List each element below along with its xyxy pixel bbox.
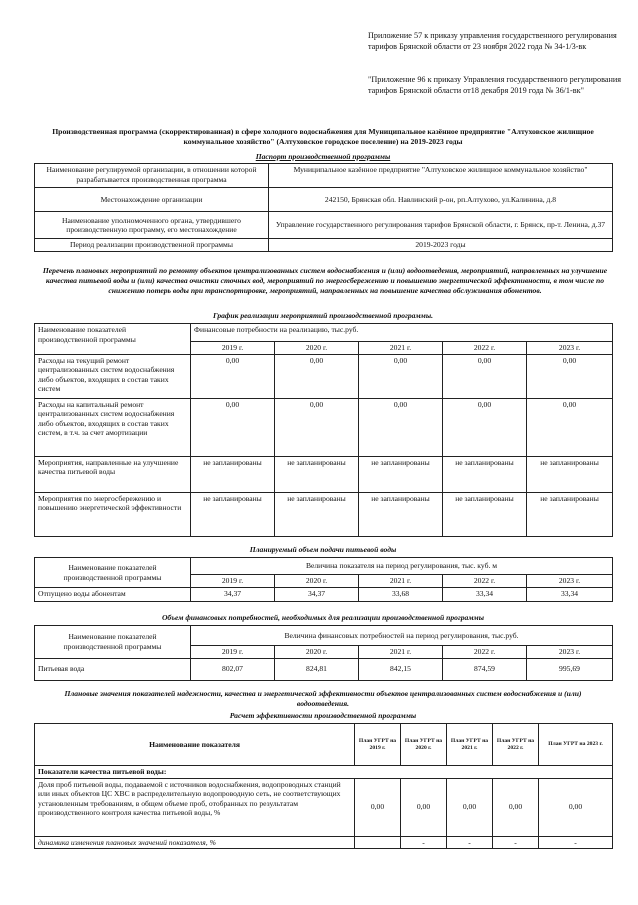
plan-header: План УГРТ на 2022 г. — [493, 724, 539, 766]
supply-table — [34, 557, 613, 602]
cell-value: 842,15 — [359, 658, 443, 680]
cell-value: не запланированы — [191, 456, 275, 492]
supply-caption: Планируемый объем подачи питьевой воды — [249, 545, 397, 554]
passport-row — [35, 164, 613, 188]
passport-row — [35, 188, 613, 212]
year-header: 2020 г. — [275, 646, 359, 659]
cell-value: 0,00 — [527, 354, 613, 398]
passport-value: Муниципальное казённое предприятие "Алтуховское жилищное коммунальное хозяйство" — [269, 164, 613, 188]
cell-value: 33,68 — [359, 588, 443, 602]
reliability-caption: Плановые значения показателей надежности, качества и энергетической эффективности объектов централизованных систем водоснабжения и (или) водоотведения. — [64, 689, 582, 708]
cell-value: не запланированы — [443, 492, 527, 536]
passport-caption: Паспорт производственной программы — [255, 152, 391, 161]
cell-value: 34,37 — [275, 588, 359, 602]
cell-value: 0,00 — [275, 354, 359, 398]
cell-value — [355, 836, 401, 849]
supply-row — [35, 588, 613, 602]
cell-value: 0,00 — [359, 398, 443, 456]
cell-value: 34,37 — [191, 588, 275, 602]
year-header: 2021 г. — [359, 575, 443, 588]
cell-value: 0,00 — [191, 354, 275, 398]
cell-value: 0,00 — [191, 398, 275, 456]
cell-value: не запланированы — [359, 456, 443, 492]
cell-value: - — [493, 836, 539, 849]
measures-row — [35, 398, 613, 456]
year-header: 2022 г. — [443, 575, 527, 588]
row-label: динамика изменения плановых значений показателя, % — [35, 836, 355, 849]
row-label: Мероприятия по энергосбережению и повышению энергетической эффективности — [35, 492, 191, 536]
cell-value: не запланированы — [527, 492, 613, 536]
cell-value: не запланированы — [191, 492, 275, 536]
measures-row — [35, 456, 613, 492]
cell-value: 33,34 — [527, 588, 613, 602]
year-header: 2022 г. — [443, 342, 527, 355]
reliability-header-name: Наименование показателя — [35, 724, 355, 766]
year-header: 2023 г. — [527, 342, 613, 355]
reliability-row — [35, 778, 613, 836]
cell-value: 0,00 — [443, 354, 527, 398]
cell-value: 0,00 — [275, 398, 359, 456]
section-heading: Показатели качества питьевой воды: — [35, 766, 613, 779]
plan-header: План УГРТ на 2020 г. — [401, 724, 447, 766]
cell-value: - — [401, 836, 447, 849]
cell-value: 0,00 — [527, 398, 613, 456]
cell-value: 824,81 — [275, 658, 359, 680]
finance-header-name: Наименование показателей производственной программы — [35, 626, 191, 659]
document-title: Производственная программа (скорректированная) в сфере холодного водоснабжения для Муниципальное казённое предприятие "Алтуховское жилищное коммунальное хозяйство" (Алтуховское городское поселение) на 2019-2023 годы — [52, 127, 594, 146]
year-header: 2020 г. — [275, 342, 359, 355]
cell-value: не запланированы — [527, 456, 613, 492]
cell-value: - — [447, 836, 493, 849]
passport-row — [35, 212, 613, 239]
passport-row — [35, 239, 613, 252]
cell-value: 0,00 — [493, 778, 539, 836]
year-header: 2023 г. — [527, 646, 613, 659]
passport-value: 242150, Брянская обл. Навлинский р-он, рп.Алтухово, ул.Калинина, д.8 — [269, 188, 613, 212]
row-label: Отпущено воды абонентам — [35, 588, 191, 602]
efficiency-caption: Расчет эффективности производственной программы — [229, 711, 417, 720]
measures-row — [35, 492, 613, 536]
cell-value: не запланированы — [443, 456, 527, 492]
appendix-note-2: "Приложение 96 к приказу Управления государственного регулирования тарифов Брянской области от18 декабря 2019 года № 36/1-вк" — [368, 75, 622, 95]
cell-value: 0,00 — [401, 778, 447, 836]
row-label: Доля проб питьевой воды, подаваемой с источников водоснабжения, водопроводных станций или иных объектов ЦС ХВС в распределительную водопроводную сеть, не соответствующих установленным требованиям, в общем объеме проб, отобранных по результатам производственного контроля качества питьевой воды, % — [35, 778, 355, 836]
passport-value: 2019-2023 годы — [269, 239, 613, 252]
cell-value: 0,00 — [539, 778, 613, 836]
row-label: Расходы на текущий ремонт централизованных систем водоснабжения либо объектов, входящих в состав таких систем — [35, 354, 191, 398]
cell-value: не запланированы — [359, 492, 443, 536]
passport-table — [34, 163, 613, 252]
finance-caption: Объем финансовых потребностей, необходимых для реализации производственной программы — [161, 613, 485, 622]
year-header: 2021 г. — [359, 646, 443, 659]
cell-value: - — [539, 836, 613, 849]
cell-value: 802,07 — [191, 658, 275, 680]
supply-header-name: Наименование показателей производственной программы — [35, 558, 191, 588]
cell-value: 0,00 — [359, 354, 443, 398]
appendix-note-1: Приложение 57 к приказу управления государственного регулирования тарифов Брянской области от 23 ноября 2022 года № 34-1/3-вк — [368, 31, 617, 51]
measures-table — [34, 323, 613, 537]
plan-header: План УГРТ на 2019 г. — [355, 724, 401, 766]
cell-value: 0,00 — [443, 398, 527, 456]
finance-table — [34, 625, 613, 681]
passport-label: Период реализации производственной программы — [35, 239, 269, 252]
finance-row — [35, 658, 613, 680]
year-header: 2021 г. — [359, 342, 443, 355]
year-header: 2019 г. — [191, 575, 275, 588]
cell-value: не запланированы — [275, 492, 359, 536]
row-label: Мероприятия, направленные на улучшение качества питьевой воды — [35, 456, 191, 492]
row-label: Расходы на капитальный ремонт централизованных систем водоснабжения либо объектов, входящих в состав таких систем, в т.ч. за счет амортизации — [35, 398, 191, 456]
passport-label: Наименование регулируемой организации, в отношении которой разрабатывается производственная программа — [35, 164, 269, 188]
passport-label: Наименование уполномоченного органа, утвердившего производственную программу, его местонахождение — [35, 212, 269, 239]
cell-value: 0,00 — [355, 778, 401, 836]
cell-value: 33,34 — [443, 588, 527, 602]
passport-value: Управление государственного регулирования тарифов Брянской области, г. Брянск, пр-т. Ленина, д.37 — [269, 212, 613, 239]
measures-row — [35, 354, 613, 398]
cell-value: 0,00 — [447, 778, 493, 836]
measures-header-name: Наименование показателей производственной программы — [35, 324, 191, 355]
dynamics-row — [35, 836, 613, 849]
plan-header: План УГРТ на 2023 г. — [539, 724, 613, 766]
row-label: Питьевая вода — [35, 658, 191, 680]
year-header: 2023 г. — [527, 575, 613, 588]
year-header: 2019 г. — [191, 646, 275, 659]
measures-caption: График реализации мероприятий производственной программы. — [212, 311, 434, 320]
year-header: 2019 г. — [191, 342, 275, 355]
cell-value: 874,59 — [443, 658, 527, 680]
cell-value: 995,69 — [527, 658, 613, 680]
supply-header-group: Величина показателя на период регулирования, тыс. куб. м — [191, 558, 613, 575]
finance-header-group: Величина финансовых потребностей на период регулирования, тыс.руб. — [191, 626, 613, 646]
reliability-table — [34, 723, 613, 849]
passport-label: Местонахождение организации — [35, 188, 269, 212]
measures-intro: Перечень плановых мероприятий по ремонту объектов централизованных систем водоснабжения и (или) водоотведения, мероприятий, направленных на улучшение качества питьевой воды и (или) качества очистки сточных вод, мероприятий по энергосбережению и повышению энергетической эффективности, в том числе по снижению потерь воды при транспортировке, мероприятий, направленных на повышение качества обслуживания абонентов. — [42, 266, 608, 295]
cell-value: не запланированы — [275, 456, 359, 492]
plan-header: План УГРТ на 2021 г. — [447, 724, 493, 766]
year-header: 2022 г. — [443, 646, 527, 659]
year-header: 2020 г. — [275, 575, 359, 588]
measures-header-group: Финансовые потребности на реализацию, тыс.руб. — [191, 324, 613, 342]
